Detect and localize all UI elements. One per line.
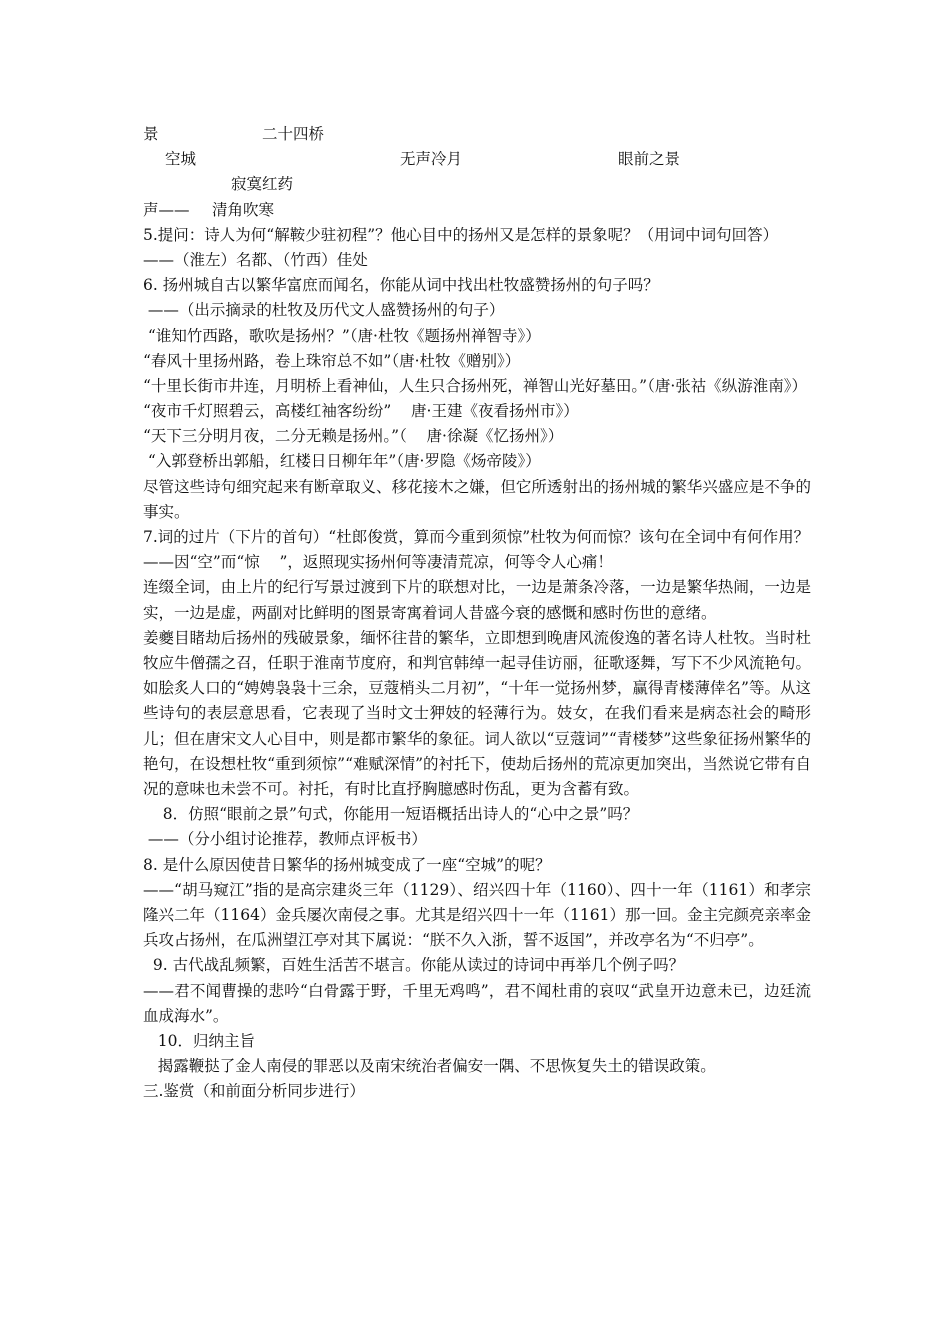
scene-row-2 [143,147,811,172]
quote-line: “天下三分明月夜，二分无赖是扬州。”（ 唐·徐凝《忆扬州》） [143,427,564,446]
paragraph: 连缀全词，由上片的纪行写景过渡到下片的联想对比，一边是萧条冷落，一边是繁华热闹，一边是实，一边是虚，两副对比鲜明的图景寄寓着词人昔盛今衰的感慨和感时伤世的意绪。 [143,578,811,622]
section-3-heading: 三.鉴赏（和前面分析同步进行） [143,1082,365,1101]
answer-9: ——君不闻曹操的悲吟“白骨露于野，千里无鸡鸣”，君不闻杜甫的哀叹“武皇开边意未已，边廷流血成海水”。 [143,981,811,1025]
scene-jing: 景 [143,125,159,143]
summary-10: 揭露鞭挞了金人南侵的罪恶以及南宋统治者偏安一隅、不思恢复失土的错误政策。 [143,1057,716,1076]
scene-row-3 [143,172,811,197]
scene-jimo: 寂寞红药 [231,175,294,194]
quote-line: “十里长街市井连，月明桥上看神仙，人生只合扬州死，禅智山光好墓田。”（唐·张祜《纵游淮南》） [143,376,808,395]
scene-sheng: 声—— [143,200,190,219]
scene-row-1 [143,122,811,147]
quote-line: “谁知竹西路，歌吹是扬州？”（唐·杜牧《题扬州禅智寺》） [143,326,541,345]
question-7: 7.词的过片（下片的首句）“杜郎俊赏，算而今重到须惊”杜牧为何而惊？该句在全词中有何作用？ [143,528,810,547]
quote-line: “夜市千灯照碧云，高楼红袖客纷纷” 唐·王建《夜看扬州市》） [143,402,579,421]
question-6: 6. 扬州城自古以繁华富庶而闻名，你能从词中找出杜牧盛赞扬州的句子吗？ [143,276,659,295]
paragraph: 尽管这些诗句细究起来有断章取义、移花接木之嫌，但它所透射出的扬州城的繁华兴盛应是不争的事实。 [143,477,811,521]
scene-yanqian: 眼前之景 [618,150,681,169]
answer-8b: ——“胡马窥江”指的是高宗建炎三年（1129）、绍兴四十年（1160）、四十一年（1161）和孝宗隆兴二年（1164）金兵屡次南侵之事。尤其是绍兴四十一年（1161）那一回。金主完颜亮亲率金兵攻占扬州，在瓜洲望江亭对其下属说：“朕不久入浙，誓不返国”，并改亭名为“不归亭”。 [143,880,811,950]
question-8b: 8. 是什么原因使昔日繁华的扬州城变成了一座“空城”的呢？ [143,855,551,874]
paragraph: 姜夔目睹劫后扬州的残破景象，缅怀往昔的繁华，立即想到晚唐风流俊逸的著名诗人杜牧。当时杜牧应牛僧孺之召，任职于淮南节度府，和判官韩绰一起寻佳访丽，征歌逐舞，写下不少风流艳句。如脍炙人口的“娉娉袅袅十三余，豆蔻梢头二月初”，“十年一觉扬州梦，赢得青楼薄倖名”等。从这些诗句的表层意思看，它表现了当时文士狎妓的轻薄行为。妓女，在我们看来是病态社会的畸形儿；但在唐宋文人心目中，则是都市繁华的象征。词人欲以“豆蔻词”“青楼梦”这些象征扬州繁华的艳句，在设想杜牧“重到须惊”“难赋深情”的衬托下，使劫后扬州的荒凉更加突出，当然说它带有自况的意味也未尝不可。衬托，有时比直抒胸臆感时伤乱，更为含蓄有致。 [143,628,811,799]
answer-8a: ——（分小组讨论推荐，教师点评板书） [143,830,427,849]
scene-ershisiqiao: 二十四桥 [262,125,325,143]
question-5: 5.提问：诗人为何“解鞍少驻初程”？他心目中的扬州又是怎样的景象呢？（用词中词句回答） [143,225,779,244]
scene-wusheng: 无声冷月 [400,150,463,169]
answer-5: ——（淮左）名都、（竹西）佳处 [143,250,368,269]
scene-qingjiao: 清角吹寒 [212,200,275,219]
quote-line: “入郭登桥出郭船，红楼日日柳年年”（唐·罗隐《炀帝陵》） [143,452,541,471]
answer-7: ——因“空”而“惊 ”，返照现实扬州何等凄清荒凉，何等令人心痛！ [143,553,613,572]
answer-6-intro: ——（出示摘录的杜牧及历代文人盛赞扬州的句子） [143,301,505,320]
question-9: 9. 古代战乱频繁，百姓生活苦不堪言。你能从读过的诗词中再举几个例子吗？ [143,956,685,975]
document-page [143,122,811,1105]
scene-kongcheng: 空城 [165,150,197,169]
question-8a: 8．仿照“眼前之景”句式，你能用一短语概括出诗人的“心中之景”吗？ [143,805,639,824]
quote-line: “春风十里扬州路，卷上珠帘总不如”（唐·杜牧《赠别》） [143,351,521,370]
scene-row-4 [143,198,811,223]
heading-10: 10．归纳主旨 [143,1032,256,1051]
